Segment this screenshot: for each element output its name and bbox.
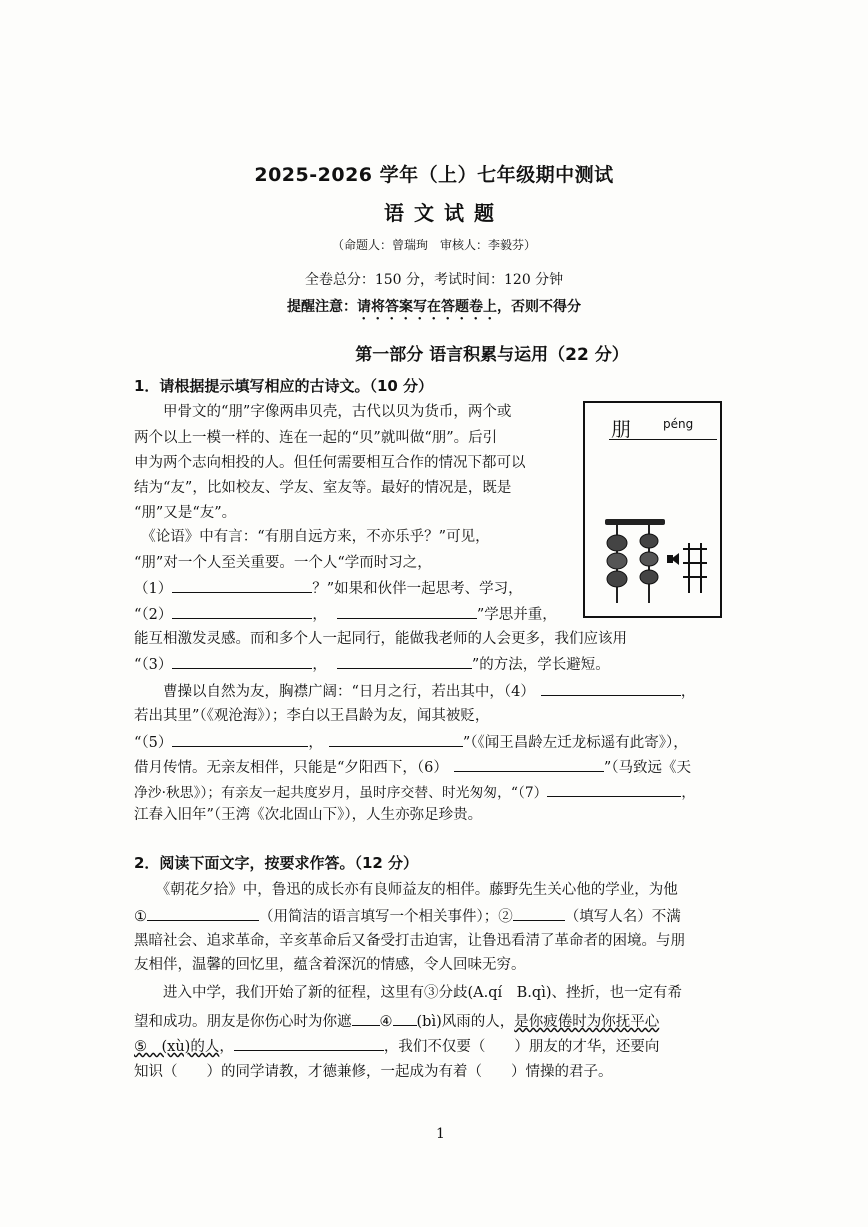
answer-blank-q2-sentence[interactable] [234,1036,384,1051]
blank-trailing-text: ”（马致远《天 [603,760,692,776]
q2-text-line: 友相伴，温馨的回忆里，蕴含着深沉的情感，令人回味无穷。 [134,957,526,973]
q2-heading: 2．阅读下面文字，按要求作答。（12 分） [134,854,419,872]
figure-pinyin: péng [663,417,694,431]
q2-blank-line-1 [134,906,681,927]
blank-lead-text: 净沙·秋思》）；有亲友一起共度岁月，虽时序交替、时光匆匆，“（7） [134,785,548,801]
answer-blank-7[interactable] [547,782,681,797]
q2-text-line: 黑暗社会、追求革命，辛亥革命后又备受打击迫害，让鲁迅看清了革命者的困境。与朋 [134,933,685,949]
blank-lead-text: 曹操以自然为友，胸襟广阔：“日月之行，若出其中，（4） [134,684,535,700]
q2-text-line: 知识（ ）的同学请教，才德兼修，一起成为有着（ ）情操的君子。 [134,1064,613,1080]
q1-text-line: “朋”对一个人至关重要。一个人“学而时习之， [134,555,432,571]
exam-title: 2025-2026 学年（上）七年级期中测试 [254,164,614,186]
q1-text-line: 两个以上一模一样的、连在一起的“贝”就叫做“朋”。后引 [134,430,498,446]
q1-text-line: 《论语》中有言：“有朋自远方来，不亦乐乎？”可见， [134,529,490,545]
blank-trailing-text: ”的方法，学长避短。 [471,657,610,673]
answer-blank-1[interactable] [172,578,312,593]
shell-strings-illustration [599,515,711,611]
subject-title: 语文试题 [384,201,504,225]
q1-blank-line-7 [134,782,695,803]
blank-trailing-text: ？”如果和伙伴一起思考、学习， [312,581,523,597]
q2-blank-line-3 [134,1036,659,1057]
answer-blank-q2-1[interactable] [147,906,259,921]
q1-text-line: “朋”又是“友”。 [134,505,237,521]
q1-blank-line-3 [134,654,610,675]
notice-prefix: 提醒注意： [287,299,357,315]
notice-line [0,296,868,323]
blank-trailing-text: ”（《闻王昌龄左迁龙标遥有此寄》）， [462,735,688,751]
blank-trailing-text: ， [681,785,696,801]
page-number: 1 [436,1126,445,1142]
blank-separator: ， [312,657,327,673]
blank-trailing-text: (bì)风雨的人， [416,1014,515,1030]
answer-blank-q2-4a[interactable] [352,1011,380,1026]
q1-heading: 1．请根据提示填写相应的古诗文。（10 分） [134,377,434,395]
q1-text-line: 申为两个志向相投的人。但任何需要相互合作的情况下都可以 [134,455,526,471]
peng-character-figure [583,401,722,618]
blank-lead-text: 望和成功。朋友是你伤心时为你遮 [134,1014,352,1030]
blank-lead-text: 借月传情。无亲友相伴，只能是“夕阳西下，（6） [134,760,448,776]
authors-line: （命题人：曾瑞珣 审核人：李毅芬） [331,238,536,252]
blank-label: “（5） [134,735,173,751]
blank-label: “（3） [134,657,173,673]
answer-blank-q2-4b[interactable] [393,1011,417,1026]
answer-blank-3a[interactable] [172,654,312,669]
q1-text-line: 若出其里”（《观沧海》）；李白以王昌龄为友，闻其被贬， [134,708,490,724]
notice-emphasis: 请将答案写在答题卷上 [357,299,497,315]
answer-blank-3b[interactable] [337,654,472,669]
blank-label: ① [134,909,147,925]
answer-blank-6[interactable] [454,757,604,772]
answer-blank-q2-2[interactable] [513,906,565,921]
blank-trailing-text: ，我们不仅要（ ）朋友的才华，还要向 [383,1039,660,1055]
blank-label: “（2） [134,607,173,623]
blank-trailing-text: （用简洁的语言填写一个相关事件）；② [259,909,513,925]
q2-blank-line-2 [134,1011,659,1032]
blank-trailing-text: ”学思并重， [476,607,557,623]
figure-character: 朋 [611,417,631,441]
blank-trailing-text: ， [680,684,696,700]
q1-blank-line-6 [134,757,691,778]
blank-separator: ， [308,735,323,751]
answer-blank-5a[interactable] [172,732,308,747]
blank-label: （1） [134,581,173,597]
q2-text-line: 《朝花夕拾》中，鲁迅的成长亦有良师益友的相伴。藤野先生关心他的学业，为他 [134,882,678,898]
answer-blank-2b[interactable] [337,604,477,619]
part-one-heading: 第一部分 语言积累与运用（22 分） [355,345,629,365]
exam-meta: 全卷总分：150 分，考试时间：120 分钟 [304,272,564,288]
blank-label: ④ [379,1014,393,1030]
figure-rule [609,439,717,440]
q1-blank-line-2 [134,604,557,625]
q1-text-line: 能互相激发灵感。而和多个人一起同行，能做我老师的人会更多，我们应该用 [134,631,627,647]
q1-text-line: 江春入旧年”（王湾《次北固山下》），人生亦弥足珍贵。 [134,807,483,823]
notice-suffix: ，否则不得分 [497,299,581,315]
wavy-underlined-text: ⑤ (xù)的人 [134,1039,220,1055]
blank-separator: ， [312,607,327,623]
blank-separator: ， [219,1039,234,1055]
q1-blank-line-4 [134,681,695,702]
q1-text-line: 结为“友”，比如校友、学友、室友等。最好的情况是，既是 [134,480,512,496]
q2-text-line: 进入中学，我们开始了新的征程，这里有③分歧(A.qí B.qì)、挫折，也一定有希 [134,985,682,1001]
answer-blank-2a[interactable] [172,604,312,619]
q1-blank-line-1 [134,578,523,599]
q1-text-line: 甲骨文的“朋”字像两串贝壳，古代以贝为货币，两个或 [134,404,512,420]
wavy-underlined-text: 是你疲倦时为你抚平心 [514,1014,660,1030]
q1-blank-line-5 [134,732,688,753]
blank-trailing-text: （填写人名）不满 [564,909,681,925]
answer-blank-4[interactable] [541,681,681,696]
answer-blank-5b[interactable] [329,732,463,747]
